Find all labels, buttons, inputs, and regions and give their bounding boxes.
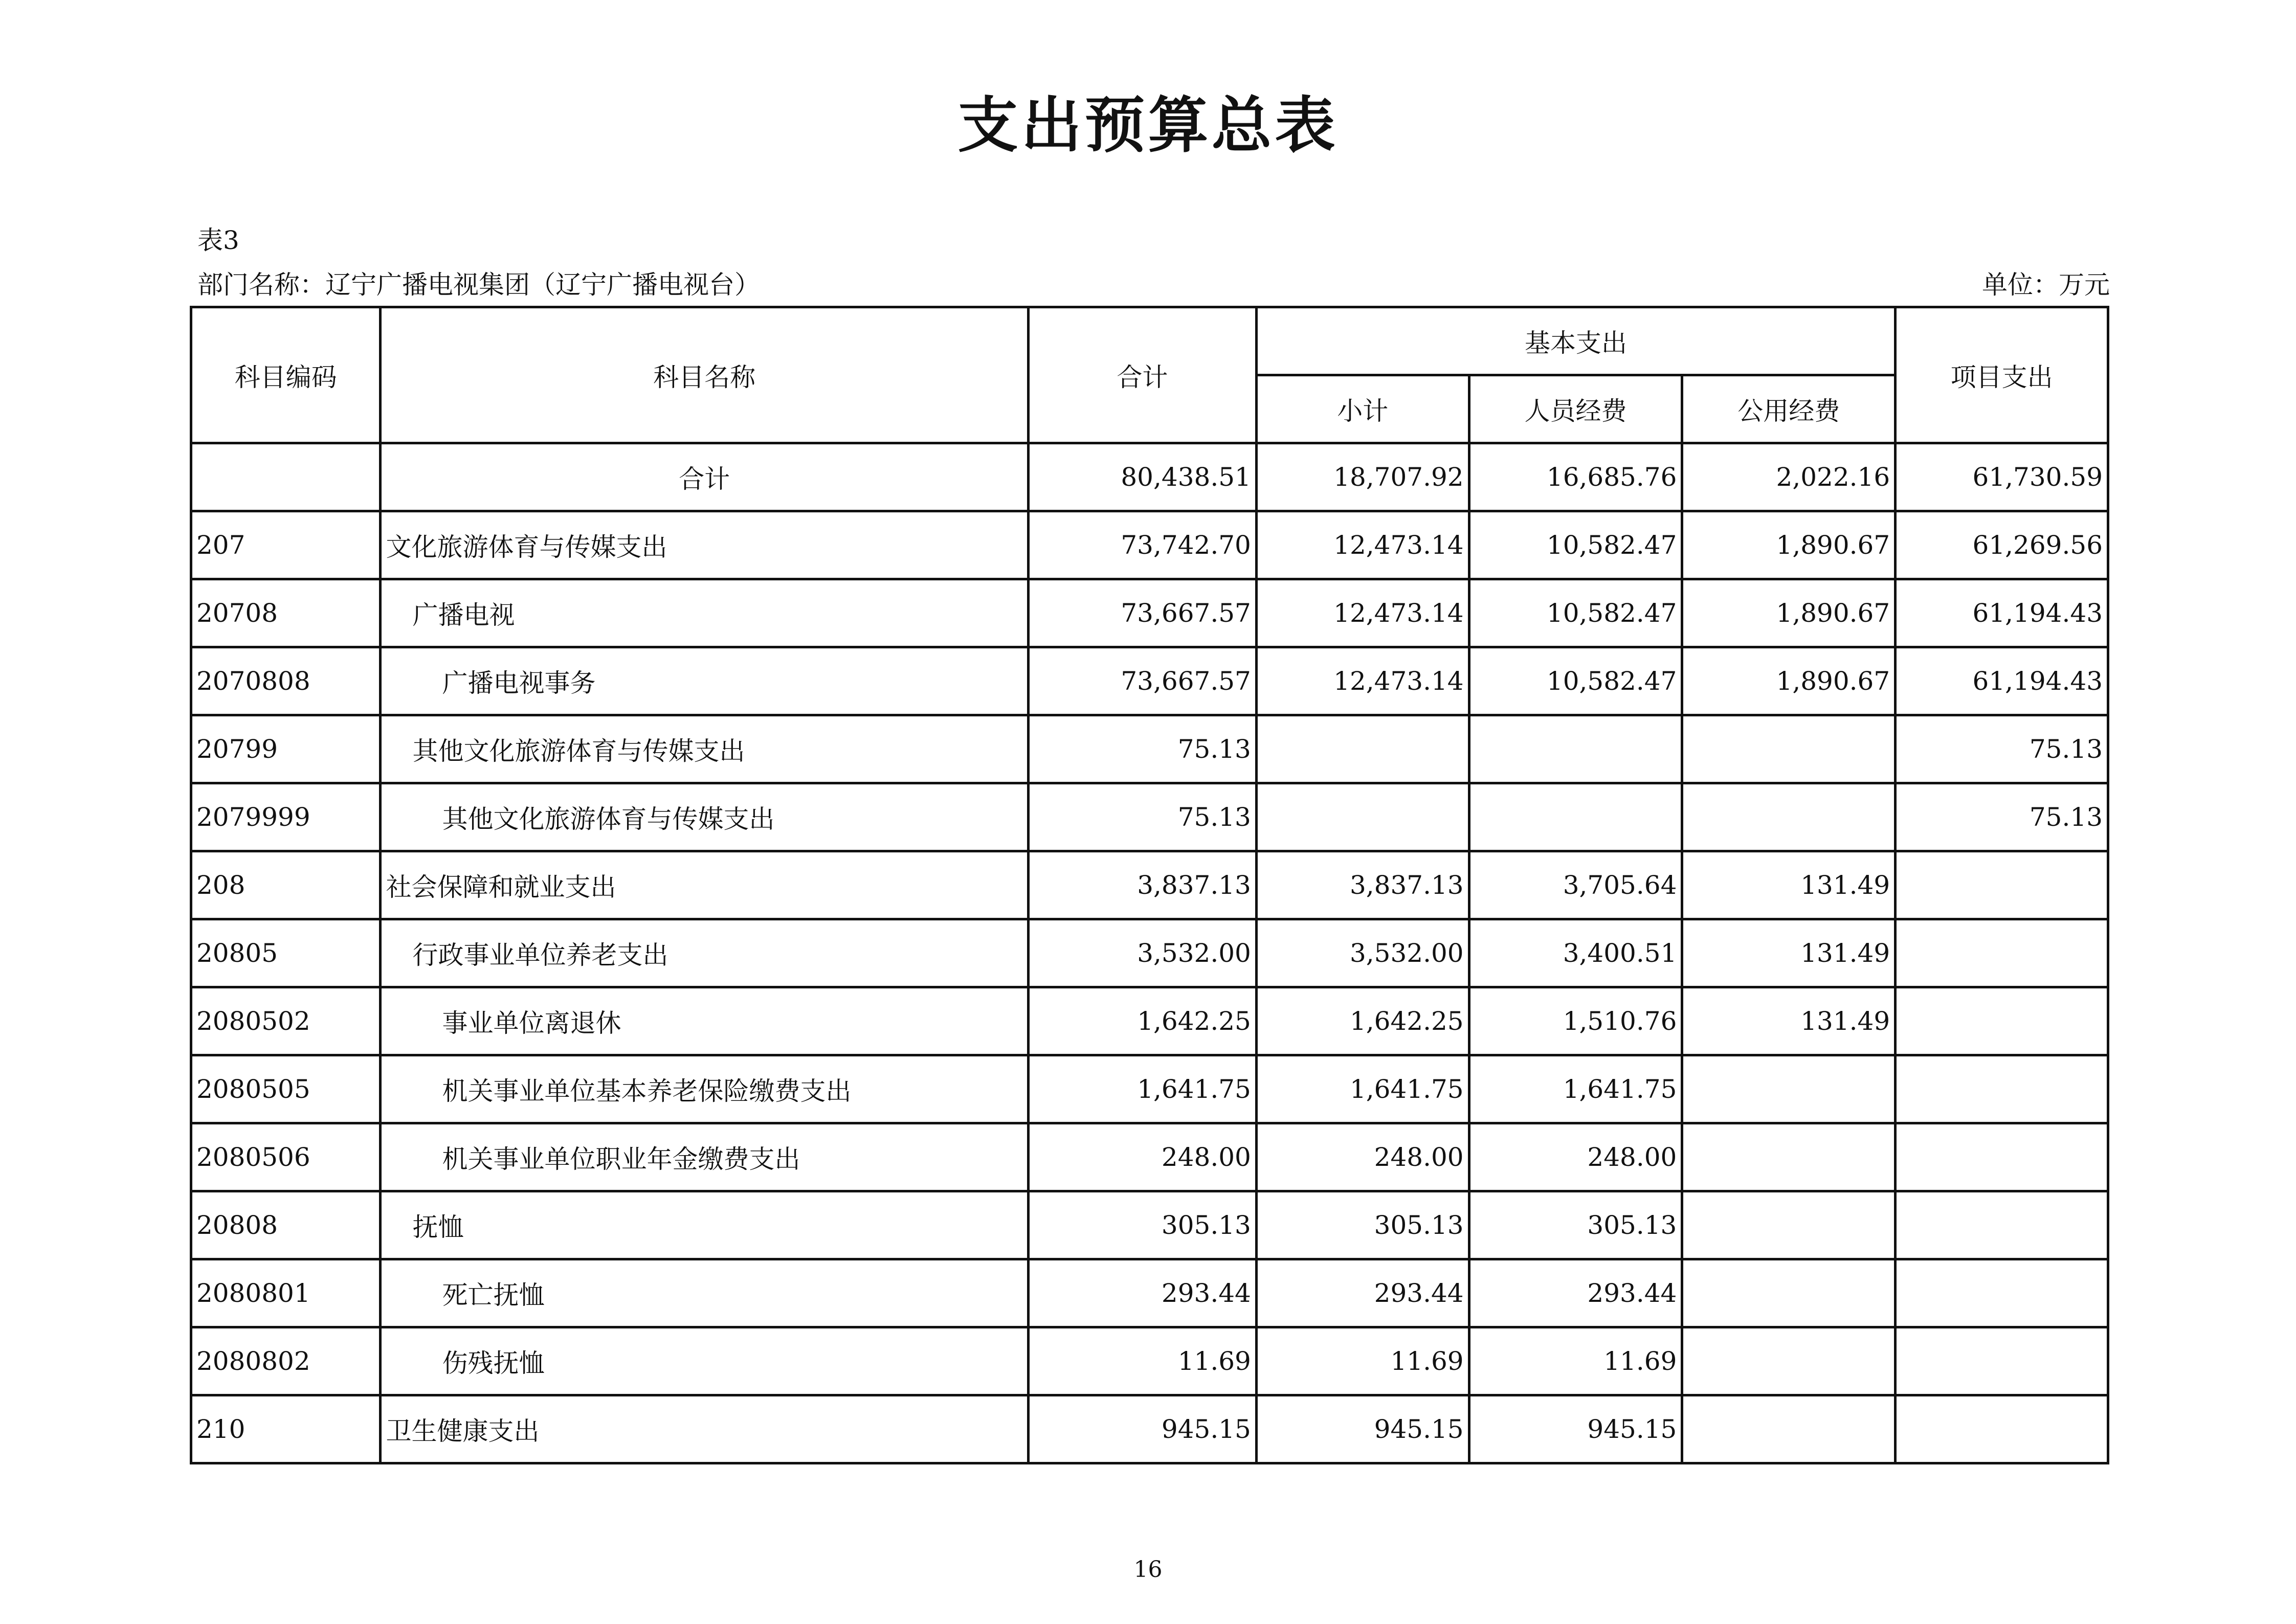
- cell-name: 事业单位离退休: [381, 987, 1028, 1055]
- header-code: 科目编码: [191, 307, 381, 443]
- cell-personnel: 945.15: [1469, 1395, 1682, 1463]
- cell-public: [1682, 715, 1896, 783]
- table-row: [191, 987, 2108, 1055]
- cell-personnel: 10,582.47: [1469, 647, 1682, 715]
- cell-project: [1896, 1055, 2108, 1123]
- cell-personnel: 305.13: [1469, 1191, 1682, 1259]
- cell-code: 208: [191, 851, 381, 919]
- page-title: 支出预算总表: [957, 90, 1339, 161]
- cell-public: 131.49: [1682, 851, 1896, 919]
- cell-code: 2080506: [191, 1123, 381, 1191]
- cell-public: 1,890.67: [1682, 579, 1896, 647]
- cell-personnel: 3,705.64: [1469, 851, 1682, 919]
- table-row: [191, 443, 2108, 511]
- cell-code: 20805: [191, 919, 381, 987]
- cell-name: 死亡抚恤: [381, 1259, 1028, 1327]
- cell-project: 61,269.56: [1896, 511, 2108, 579]
- cell-subtotal: 1,641.75: [1256, 1055, 1469, 1123]
- cell-total: 3,532.00: [1028, 919, 1256, 987]
- table-number: 表3: [197, 225, 239, 255]
- cell-total: 945.15: [1028, 1395, 1256, 1463]
- header-personnel: 人员经费: [1469, 375, 1682, 443]
- cell-code: 2080505: [191, 1055, 381, 1123]
- cell-subtotal: 12,473.14: [1256, 579, 1469, 647]
- cell-code: 20708: [191, 579, 381, 647]
- cell-total: 1,641.75: [1028, 1055, 1256, 1123]
- cell-subtotal: 3,837.13: [1256, 851, 1469, 919]
- header-public: 公用经费: [1682, 375, 1896, 443]
- table-row: [191, 715, 2108, 783]
- cell-subtotal: 18,707.92: [1256, 443, 1469, 511]
- cell-personnel: 1,641.75: [1469, 1055, 1682, 1123]
- cell-project: [1896, 919, 2108, 987]
- cell-project: [1896, 1191, 2108, 1259]
- cell-public: 131.49: [1682, 919, 1896, 987]
- cell-personnel: 1,510.76: [1469, 987, 1682, 1055]
- cell-project: [1896, 1395, 2108, 1463]
- table-row: [191, 851, 2108, 919]
- table-row: [191, 579, 2108, 647]
- cell-total: 75.13: [1028, 715, 1256, 783]
- cell-total: 80,438.51: [1028, 443, 1256, 511]
- cell-name: 卫生健康支出: [381, 1395, 1028, 1463]
- cell-subtotal: 11.69: [1256, 1327, 1469, 1395]
- cell-project: [1896, 1259, 2108, 1327]
- table-row: [191, 1123, 2108, 1191]
- cell-public: 1,890.67: [1682, 511, 1896, 579]
- cell-name: 其他文化旅游体育与传媒支出: [381, 783, 1028, 851]
- cell-subtotal: 12,473.14: [1256, 647, 1469, 715]
- cell-code: 2080801: [191, 1259, 381, 1327]
- cell-project: 75.13: [1896, 783, 2108, 851]
- table-row: [191, 919, 2108, 987]
- cell-code: 2080502: [191, 987, 381, 1055]
- cell-public: 2,022.16: [1682, 443, 1896, 511]
- cell-code: 20799: [191, 715, 381, 783]
- cell-name: 合计: [381, 443, 1028, 511]
- cell-code: 2080802: [191, 1327, 381, 1395]
- cell-name: 广播电视: [381, 579, 1028, 647]
- cell-name: 行政事业单位养老支出: [381, 919, 1028, 987]
- cell-subtotal: 305.13: [1256, 1191, 1469, 1259]
- cell-subtotal: [1256, 783, 1469, 851]
- table-row: [191, 647, 2108, 715]
- cell-project: 61,194.43: [1896, 579, 2108, 647]
- cell-personnel: 10,582.47: [1469, 579, 1682, 647]
- header-name: 科目名称: [381, 307, 1028, 443]
- cell-subtotal: 1,642.25: [1256, 987, 1469, 1055]
- cell-personnel: [1469, 715, 1682, 783]
- cell-project: [1896, 1123, 2108, 1191]
- cell-total: 305.13: [1028, 1191, 1256, 1259]
- cell-subtotal: 293.44: [1256, 1259, 1469, 1327]
- cell-name: 广播电视事务: [381, 647, 1028, 715]
- cell-total: 73,667.57: [1028, 647, 1256, 715]
- cell-project: 75.13: [1896, 715, 2108, 783]
- cell-total: 293.44: [1028, 1259, 1256, 1327]
- cell-code: [191, 443, 381, 511]
- cell-personnel: 3,400.51: [1469, 919, 1682, 987]
- cell-total: 1,642.25: [1028, 987, 1256, 1055]
- cell-name: 伤残抚恤: [381, 1327, 1028, 1395]
- table-row: [191, 783, 2108, 851]
- cell-public: 131.49: [1682, 987, 1896, 1055]
- cell-project: [1896, 987, 2108, 1055]
- cell-public: 1,890.67: [1682, 647, 1896, 715]
- cell-public: [1682, 1191, 1896, 1259]
- cell-public: [1682, 1123, 1896, 1191]
- cell-subtotal: 3,532.00: [1256, 919, 1469, 987]
- cell-subtotal: 248.00: [1256, 1123, 1469, 1191]
- table-row: [191, 1191, 2108, 1259]
- table-row: [191, 1259, 2108, 1327]
- cell-code: 210: [191, 1395, 381, 1463]
- cell-public: [1682, 783, 1896, 851]
- cell-total: 75.13: [1028, 783, 1256, 851]
- cell-project: [1896, 1327, 2108, 1395]
- cell-project: 61,194.43: [1896, 647, 2108, 715]
- cell-project: 61,730.59: [1896, 443, 2108, 511]
- cell-total: 73,742.70: [1028, 511, 1256, 579]
- cell-personnel: [1469, 783, 1682, 851]
- cell-total: 73,667.57: [1028, 579, 1256, 647]
- cell-code: 2070808: [191, 647, 381, 715]
- cell-name: 机关事业单位基本养老保险缴费支出: [381, 1055, 1028, 1123]
- page-number: 16: [1133, 1557, 1163, 1583]
- unit-label: 单位：万元: [1982, 270, 2110, 300]
- cell-name: 其他文化旅游体育与传媒支出: [381, 715, 1028, 783]
- table-row: [191, 511, 2108, 579]
- cell-personnel: 248.00: [1469, 1123, 1682, 1191]
- cell-personnel: 10,582.47: [1469, 511, 1682, 579]
- cell-subtotal: [1256, 715, 1469, 783]
- cell-total: 11.69: [1028, 1327, 1256, 1395]
- cell-personnel: 16,685.76: [1469, 443, 1682, 511]
- cell-subtotal: 945.15: [1256, 1395, 1469, 1463]
- cell-name: 抚恤: [381, 1191, 1028, 1259]
- budget-table: [190, 306, 2109, 1464]
- department-name: 部门名称：辽宁广播电视集团（辽宁广播电视台）: [197, 270, 760, 300]
- cell-name: 文化旅游体育与传媒支出: [381, 511, 1028, 579]
- cell-name: 社会保障和就业支出: [381, 851, 1028, 919]
- header-project: 项目支出: [1896, 307, 2108, 443]
- cell-code: 207: [191, 511, 381, 579]
- header-subtotal: 小计: [1256, 375, 1469, 443]
- header-basic: 基本支出: [1256, 307, 1895, 375]
- cell-personnel: 11.69: [1469, 1327, 1682, 1395]
- cell-project: [1896, 851, 2108, 919]
- table-row: [191, 1327, 2108, 1395]
- cell-public: [1682, 1259, 1896, 1327]
- table-row: [191, 1395, 2108, 1463]
- cell-subtotal: 12,473.14: [1256, 511, 1469, 579]
- cell-public: [1682, 1395, 1896, 1463]
- cell-public: [1682, 1055, 1896, 1123]
- cell-total: 248.00: [1028, 1123, 1256, 1191]
- cell-total: 3,837.13: [1028, 851, 1256, 919]
- cell-name: 机关事业单位职业年金缴费支出: [381, 1123, 1028, 1191]
- cell-public: [1682, 1327, 1896, 1395]
- cell-code: 20808: [191, 1191, 381, 1259]
- header-total: 合计: [1028, 307, 1256, 443]
- cell-code: 2079999: [191, 783, 381, 851]
- table-row: [191, 1055, 2108, 1123]
- cell-personnel: 293.44: [1469, 1259, 1682, 1327]
